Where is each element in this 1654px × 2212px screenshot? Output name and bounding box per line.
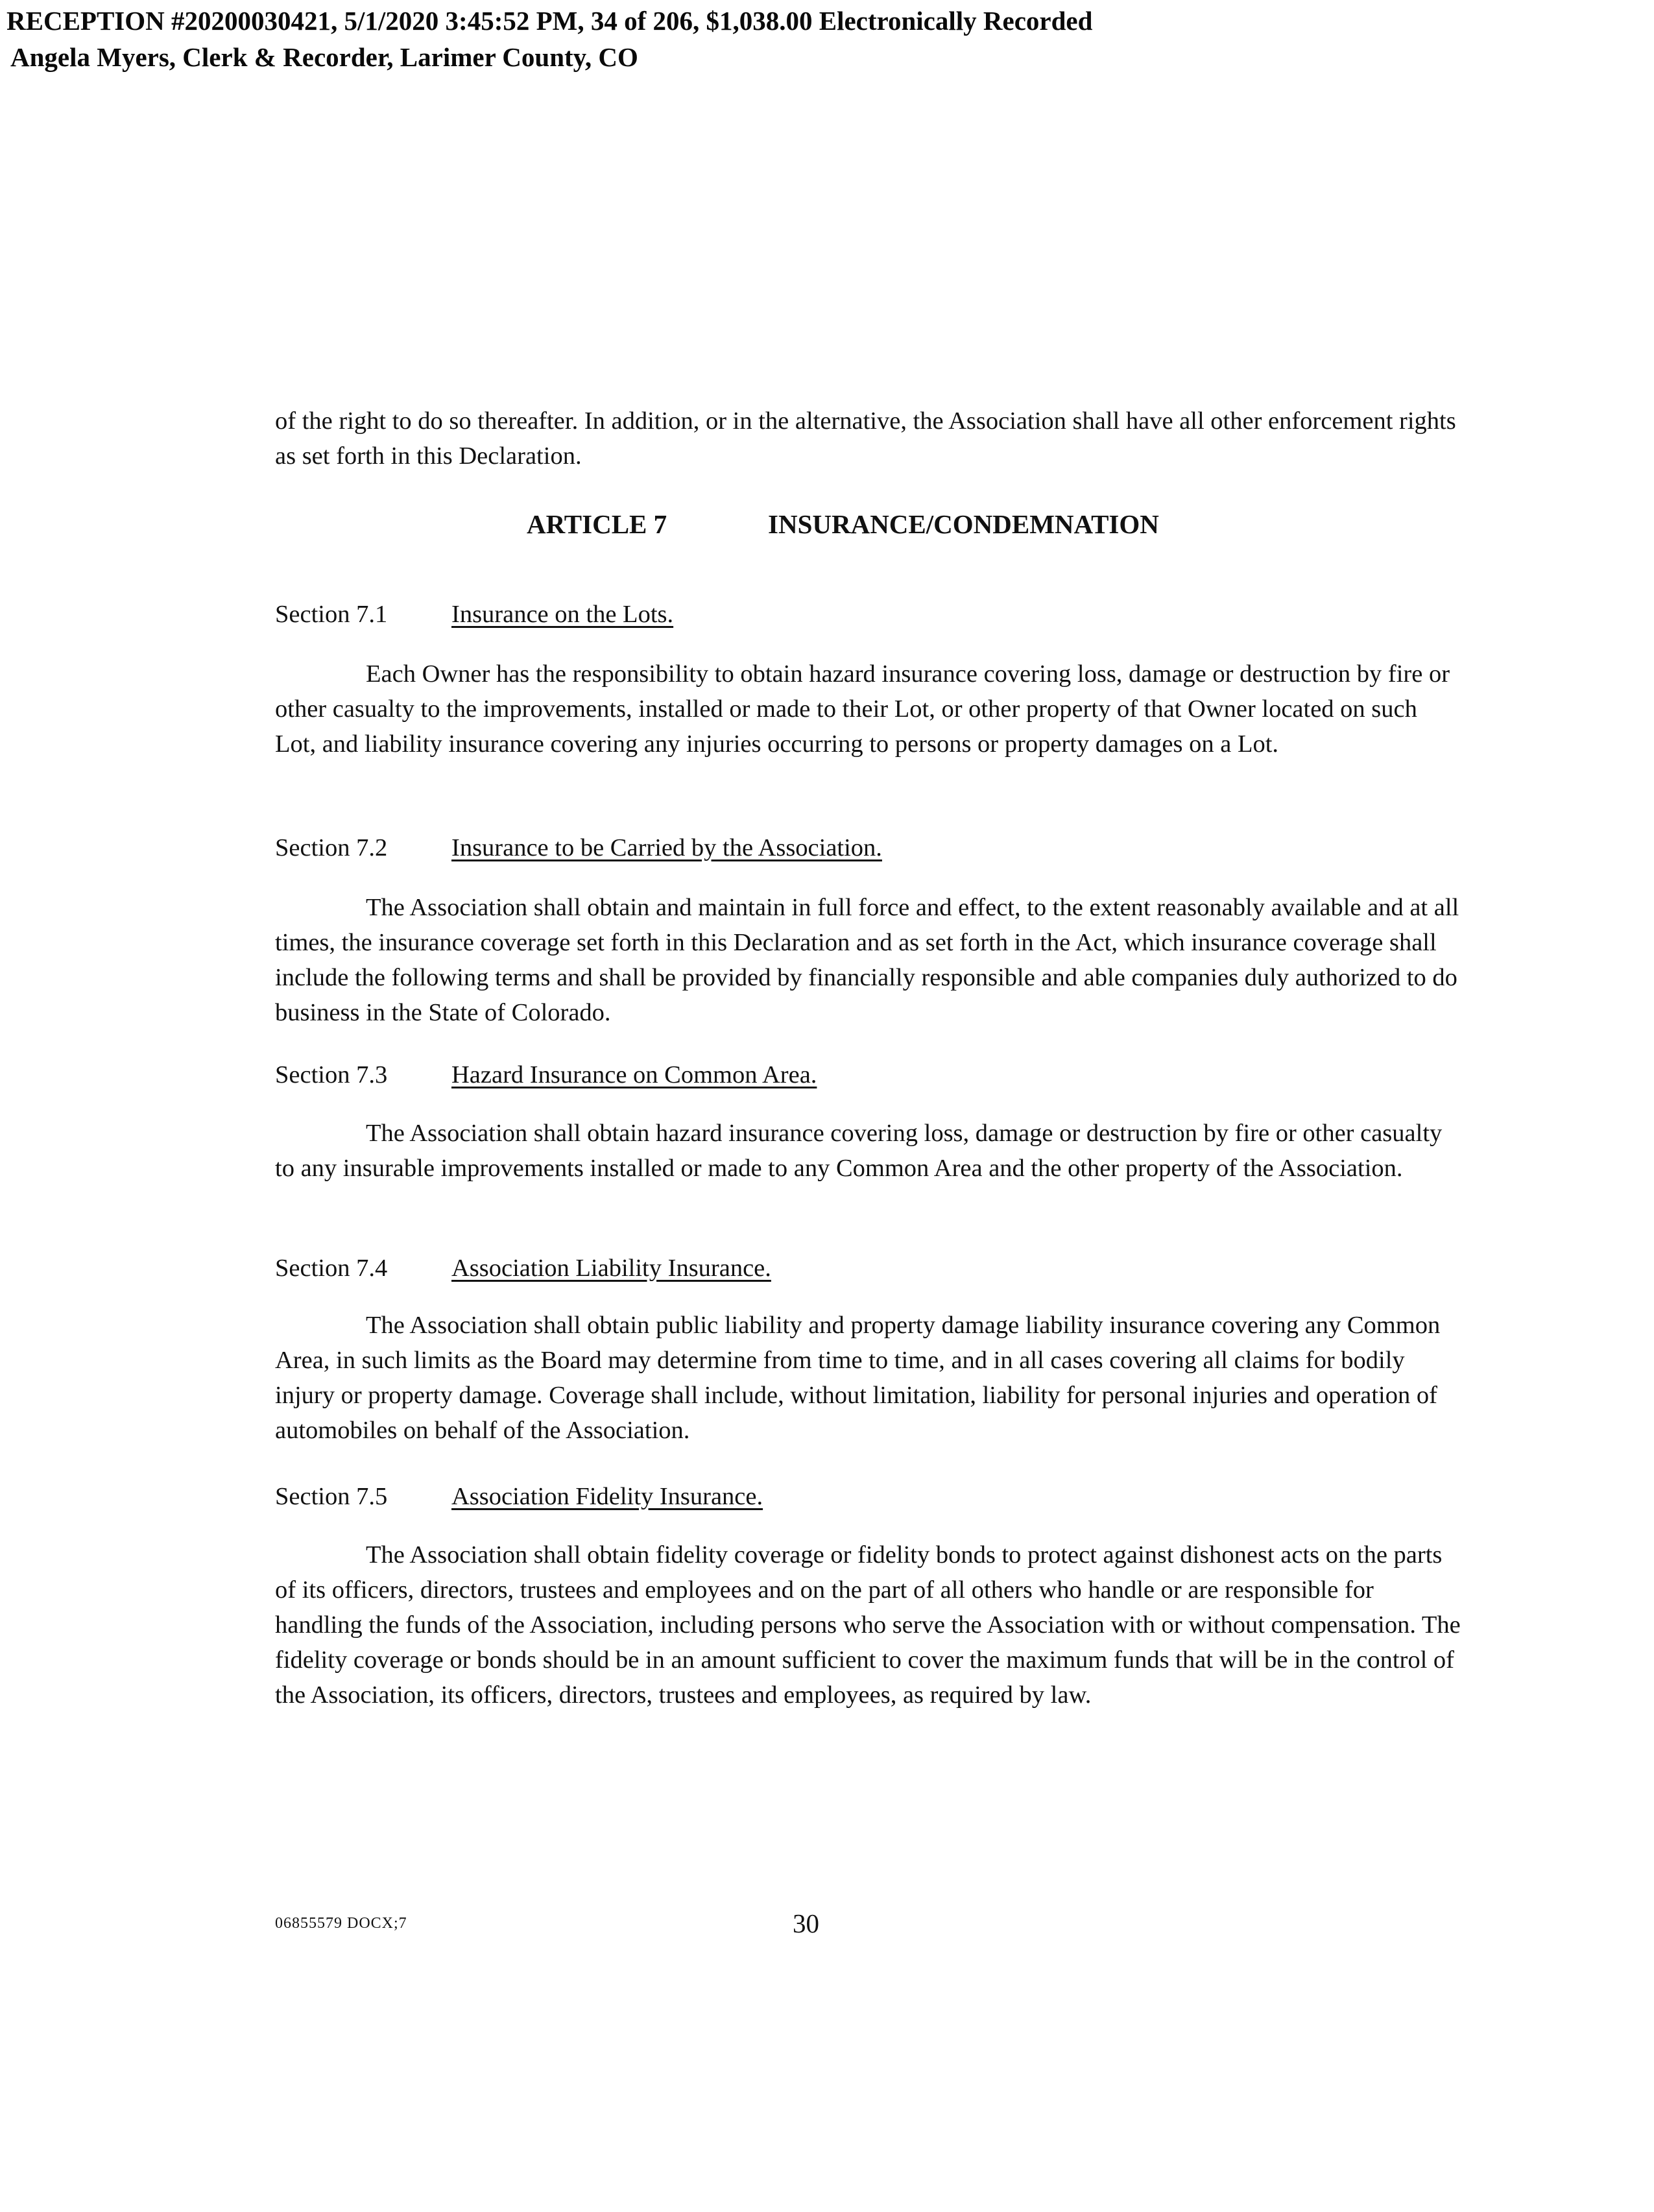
section-body: The Association shall obtain and maintain in full force and effect, to the extent reasonably available and at all times, the insurance coverage set forth in this Declaration and as set forth in the Act, which insurance coverage shall include the following terms and shall be provided by financially responsible and able companies duly authorized to do business in the State of Colorado.	[275, 894, 1459, 1026]
section-body: The Association shall obtain fidelity coverage or fidelity bonds to protect against dishonest acts on the parts of its officers, directors, trustees and employees and on the part of all others who handle or are responsible for handling the funds of the Association, including persons who serve the Association with or without compensation. The fidelity coverage or bonds should be in an amount sufficient to cover the maximum funds that will be in the control of the Association, its officers, directors, trustees and employees, as required by law.	[275, 1541, 1461, 1709]
section-number: Section 7.3	[275, 1061, 388, 1088]
section-number: Section 7.4	[275, 1255, 388, 1282]
section-title: Association Liability Insurance.	[451, 1255, 771, 1282]
intro-paragraph: of the right to do so thereafter. In addition, or in the alternative, the Association shall have all other enforcement rights as set forth in this Declaration.	[275, 407, 1456, 470]
section-number: Section 7.5	[275, 1483, 388, 1510]
section-heading	[275, 1479, 763, 1514]
article-heading	[527, 506, 1159, 542]
section-heading	[275, 830, 882, 865]
section-number: Section 7.2	[275, 834, 388, 861]
section-body: The Association shall obtain hazard insurance covering loss, damage or destruction by fire or other casualty to any insurable improvements installed or made to any Common Area and the other property of the Association.	[275, 1120, 1443, 1182]
section-body: The Association shall obtain public liability and property damage liability insurance covering any Common Area, in such limits as the Board may determine from time to time, and in all cases covering all claims for bodily injury or property damage. Coverage shall include, without limitation, liability for personal injuries and operation of automobiles on behalf of the Association.	[275, 1312, 1441, 1444]
section-title: Association Fidelity Insurance.	[451, 1483, 763, 1510]
page-number: 30	[793, 1908, 819, 1938]
section-title: Hazard Insurance on Common Area.	[451, 1061, 817, 1088]
recording-stamp-line1: RECEPTION #20200030421, 5/1/2020 3:45:52 PM, 34 of 206, $1,038.00 Electronically Recorded	[6, 6, 1093, 36]
section-title: Insurance to be Carried by the Association.	[451, 834, 882, 861]
section-heading	[275, 1057, 817, 1092]
section-body: Each Owner has the responsibility to obtain hazard insurance covering loss, damage or destruction by fire or other casualty to the improvements, installed or made to their Lot, or other property of that Owner located on such Lot, and liability insurance covering any injuries occurring to persons or property damages on a Lot.	[275, 660, 1450, 758]
section-number: Section 7.1	[275, 601, 388, 628]
recording-stamp	[6, 3, 1092, 75]
section-title: Insurance on the Lots.	[451, 601, 674, 628]
article-number: ARTICLE 7	[527, 509, 667, 539]
section-heading	[275, 597, 673, 632]
section-heading	[275, 1251, 771, 1286]
footer-document-id: 06855579 DOCX;7	[275, 1915, 407, 1932]
recording-stamp-line2: Angela Myers, Clerk & Recorder, Larimer County, CO	[10, 42, 638, 72]
article-title: INSURANCE/CONDEMNATION	[768, 509, 1159, 539]
